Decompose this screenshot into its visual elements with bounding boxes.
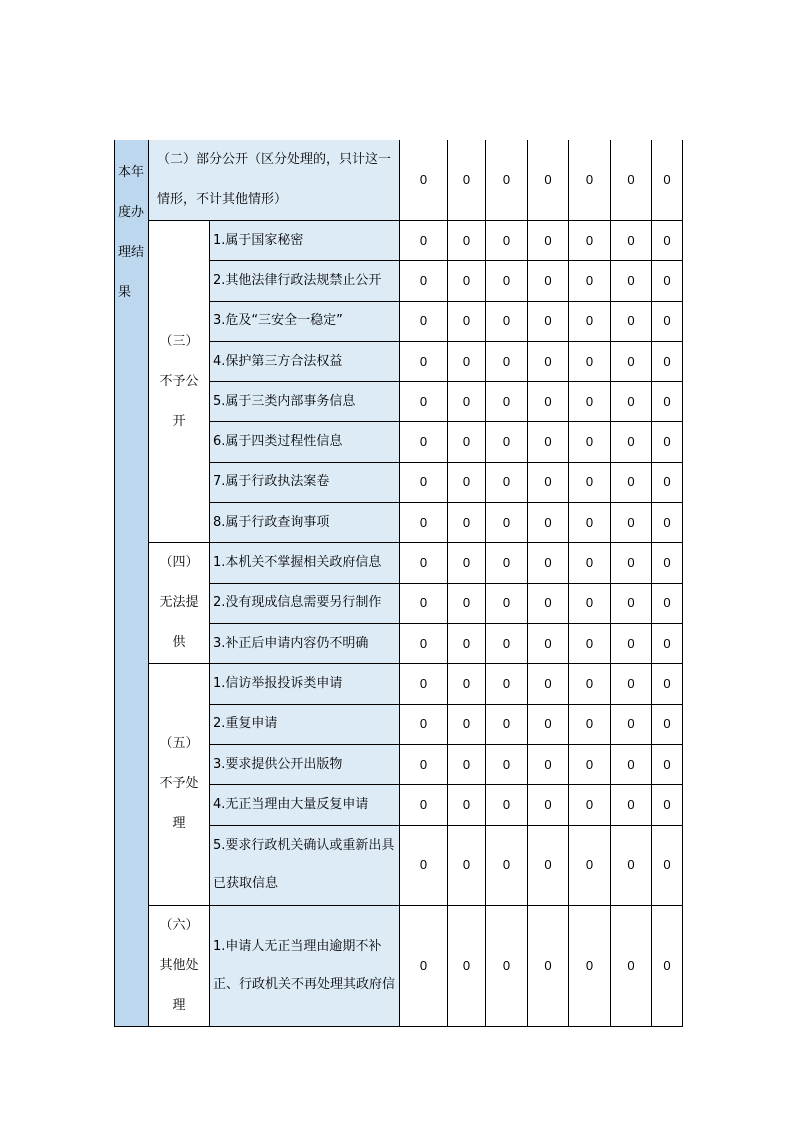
- item-label: 7.属于行政执法案卷: [210, 462, 400, 502]
- value-cell: 0: [611, 422, 652, 462]
- value-cell: 0: [400, 825, 448, 905]
- value-cell: 0: [448, 301, 486, 341]
- value-cell: 0: [569, 664, 611, 704]
- value-cell: 0: [448, 221, 486, 261]
- table-row: [115, 140, 683, 221]
- section-cell: [149, 543, 210, 664]
- section-label: （三）不予公开: [159, 333, 199, 429]
- value-cell: 0: [569, 422, 611, 462]
- section-label: （五）不予处理: [159, 736, 199, 832]
- value-cell: 0: [486, 382, 528, 422]
- value-cell: 0: [486, 704, 528, 744]
- value-cell: 0: [486, 785, 528, 825]
- value-cell: 0: [400, 261, 448, 301]
- value-cell: 0: [528, 785, 569, 825]
- value-cell: 0: [569, 382, 611, 422]
- item-label: 4.保护第三方合法权益: [210, 341, 400, 381]
- value-cell: 0: [486, 905, 528, 1026]
- value-cell: 0: [652, 341, 683, 381]
- value-cell: 0: [486, 583, 528, 623]
- value-cell: 0: [400, 462, 448, 502]
- value-cell: 0: [448, 261, 486, 301]
- value-cell: 0: [569, 221, 611, 261]
- item-label: 1.本机关不掌握相关政府信息: [210, 543, 400, 583]
- value-cell: 0: [569, 543, 611, 583]
- value-cell: 0: [448, 140, 486, 221]
- value-cell: 0: [652, 261, 683, 301]
- item-label: 3.危及“三安全一稳定”: [210, 301, 400, 341]
- value-cell: 0: [528, 341, 569, 381]
- category-label: 本年度办理结果: [118, 165, 145, 300]
- value-cell: 0: [486, 341, 528, 381]
- value-cell: 0: [486, 503, 528, 543]
- value-cell: 0: [400, 664, 448, 704]
- value-cell: 0: [569, 503, 611, 543]
- section-label: （六）其他处理: [159, 917, 199, 1013]
- value-cell: 0: [652, 664, 683, 704]
- value-cell: 0: [400, 341, 448, 381]
- value-cell: 0: [528, 382, 569, 422]
- value-cell: 0: [611, 221, 652, 261]
- value-cell: 0: [448, 382, 486, 422]
- value-cell: 0: [528, 422, 569, 462]
- value-cell: 0: [569, 462, 611, 502]
- value-cell: 0: [400, 422, 448, 462]
- disposal-results-table: [114, 140, 683, 1027]
- value-cell: 0: [486, 261, 528, 301]
- value-cell: 0: [611, 624, 652, 664]
- value-cell: 0: [448, 785, 486, 825]
- value-cell: 0: [652, 503, 683, 543]
- value-cell: 0: [528, 462, 569, 502]
- value-cell: 0: [652, 140, 683, 221]
- value-cell: 0: [652, 301, 683, 341]
- value-cell: 0: [611, 825, 652, 905]
- value-cell: 0: [448, 341, 486, 381]
- value-cell: 0: [486, 543, 528, 583]
- table-row: [115, 221, 683, 261]
- value-cell: 0: [448, 462, 486, 502]
- value-cell: 0: [486, 221, 528, 261]
- value-cell: 0: [528, 503, 569, 543]
- item-label: 5.属于三类内部事务信息: [210, 382, 400, 422]
- item-label: 8.属于行政查询事项: [210, 503, 400, 543]
- value-cell: 0: [611, 664, 652, 704]
- value-cell: 0: [528, 905, 569, 1026]
- value-cell: 0: [611, 140, 652, 221]
- value-cell: 0: [448, 905, 486, 1026]
- value-cell: 0: [652, 825, 683, 905]
- section-cell: [149, 905, 210, 1026]
- item-label: 6.属于四类过程性信息: [210, 422, 400, 462]
- value-cell: 0: [448, 543, 486, 583]
- value-cell: 0: [486, 624, 528, 664]
- value-cell: 0: [486, 422, 528, 462]
- value-cell: 0: [652, 221, 683, 261]
- value-cell: 0: [486, 825, 528, 905]
- value-cell: 0: [569, 140, 611, 221]
- value-cell: 0: [652, 905, 683, 1026]
- item-label: 1.申请人无正当理由逾期不补正、行政机关不再处理其政府信: [210, 905, 400, 1026]
- value-cell: 0: [528, 583, 569, 623]
- item-label: 5.要求行政机关确认或重新出具已获取信息: [210, 825, 400, 905]
- item-label: 1.信访举报投诉类申请: [210, 664, 400, 704]
- value-cell: 0: [569, 785, 611, 825]
- value-cell: 0: [400, 503, 448, 543]
- value-cell: 0: [569, 704, 611, 744]
- value-cell: 0: [652, 543, 683, 583]
- item-label: 3.要求提供公开出版物: [210, 744, 400, 784]
- value-cell: 0: [569, 825, 611, 905]
- value-cell: 0: [652, 785, 683, 825]
- value-cell: 0: [448, 825, 486, 905]
- table-row: [115, 905, 683, 1026]
- value-cell: 0: [400, 583, 448, 623]
- section-label: （四）无法提供: [159, 555, 199, 651]
- value-cell: 0: [448, 744, 486, 784]
- value-cell: 0: [486, 744, 528, 784]
- value-cell: 0: [486, 301, 528, 341]
- value-cell: 0: [569, 583, 611, 623]
- value-cell: 0: [569, 341, 611, 381]
- value-cell: 0: [528, 261, 569, 301]
- value-cell: 0: [528, 301, 569, 341]
- value-cell: 0: [400, 382, 448, 422]
- section-cell: [149, 221, 210, 543]
- value-cell: 0: [528, 704, 569, 744]
- value-cell: 0: [611, 543, 652, 583]
- value-cell: 0: [652, 704, 683, 744]
- value-cell: 0: [528, 825, 569, 905]
- value-cell: 0: [400, 140, 448, 221]
- table-row: [115, 664, 683, 704]
- value-cell: 0: [528, 664, 569, 704]
- value-cell: 0: [569, 301, 611, 341]
- value-cell: 0: [448, 422, 486, 462]
- value-cell: 0: [400, 785, 448, 825]
- value-cell: 0: [569, 624, 611, 664]
- value-cell: 0: [528, 744, 569, 784]
- section-cell: [149, 664, 210, 905]
- value-cell: 0: [448, 583, 486, 623]
- value-cell: 0: [528, 624, 569, 664]
- value-cell: 0: [528, 221, 569, 261]
- value-cell: 0: [400, 221, 448, 261]
- value-cell: 0: [652, 422, 683, 462]
- value-cell: 0: [611, 785, 652, 825]
- value-cell: 0: [448, 624, 486, 664]
- value-cell: 0: [611, 744, 652, 784]
- value-cell: 0: [486, 462, 528, 502]
- value-cell: 0: [611, 503, 652, 543]
- item-label: 1.属于国家秘密: [210, 221, 400, 261]
- category-cell: [115, 140, 149, 1026]
- value-cell: 0: [486, 664, 528, 704]
- item-label: 2.其他法律行政法规禁止公开: [210, 261, 400, 301]
- value-cell: 0: [448, 704, 486, 744]
- value-cell: 0: [652, 382, 683, 422]
- value-cell: 0: [569, 261, 611, 301]
- value-cell: 0: [611, 382, 652, 422]
- value-cell: 0: [611, 704, 652, 744]
- value-cell: 0: [611, 905, 652, 1026]
- item-label: 2.重复申请: [210, 704, 400, 744]
- value-cell: 0: [400, 301, 448, 341]
- value-cell: 0: [652, 624, 683, 664]
- value-cell: 0: [569, 905, 611, 1026]
- value-cell: 0: [611, 341, 652, 381]
- value-cell: 0: [400, 543, 448, 583]
- partial-disclosure-label: （二）部分公开（区分处理的，只计这一情形，不计其他情形）: [149, 140, 400, 221]
- item-label: 2.没有现成信息需要另行制作: [210, 583, 400, 623]
- value-cell: 0: [652, 744, 683, 784]
- value-cell: 0: [569, 744, 611, 784]
- table-row: [115, 543, 683, 583]
- value-cell: 0: [486, 140, 528, 221]
- value-cell: 0: [611, 261, 652, 301]
- value-cell: 0: [400, 624, 448, 664]
- value-cell: 0: [400, 704, 448, 744]
- value-cell: 0: [400, 744, 448, 784]
- value-cell: 0: [528, 140, 569, 221]
- value-cell: 0: [448, 664, 486, 704]
- value-cell: 0: [448, 503, 486, 543]
- value-cell: 0: [652, 462, 683, 502]
- item-label: 3.补正后申请内容仍不明确: [210, 624, 400, 664]
- value-cell: 0: [611, 583, 652, 623]
- value-cell: 0: [400, 905, 448, 1026]
- value-cell: 0: [611, 462, 652, 502]
- value-cell: 0: [611, 301, 652, 341]
- value-cell: 0: [528, 543, 569, 583]
- value-cell: 0: [652, 583, 683, 623]
- item-label: 4.无正当理由大量反复申请: [210, 785, 400, 825]
